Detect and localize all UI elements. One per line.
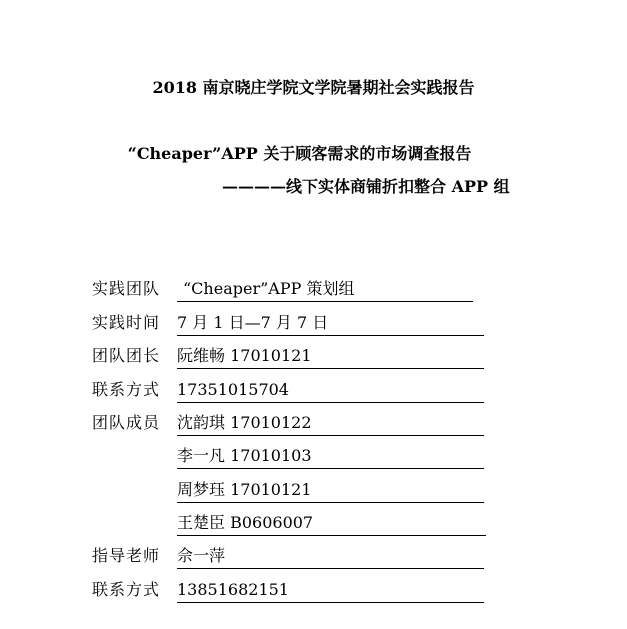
field-value: 阮维畅 17010121 [177, 346, 312, 365]
field-value: “Cheaper”APP 策划组 [183, 279, 355, 298]
field-value: 佘一萍 [177, 546, 226, 565]
field-label: 实践时间 [92, 313, 161, 332]
field-row-member-3 [0, 475, 627, 505]
underline [177, 468, 484, 469]
underline [177, 402, 484, 403]
underline [177, 301, 473, 302]
underline [177, 568, 484, 569]
field-label: 联系方式 [92, 580, 161, 599]
field-row-member-4 [0, 508, 627, 538]
field-label: 实践团队 [92, 279, 161, 298]
field-row-advisor-contact [0, 575, 627, 605]
underline [177, 535, 486, 536]
field-label: 联系方式 [92, 380, 161, 399]
report-subtitle: ————线下实体商铺折扣整合 APP 组 [222, 177, 510, 196]
field-label: 团队团长 [92, 346, 161, 365]
underline [177, 602, 484, 603]
field-value: 王楚臣 B0606007 [177, 513, 314, 532]
underline [177, 368, 484, 369]
field-value: 13851682151 [177, 580, 289, 599]
field-value: 李一凡 17010103 [177, 446, 312, 465]
field-value: 沈韵琪 17010122 [177, 413, 312, 432]
field-value: 周梦珏 17010121 [177, 480, 312, 499]
field-row-advisor [0, 541, 627, 571]
report-title: “Cheaper”APP 关于顾客需求的市场调查报告 [127, 144, 472, 163]
underline [177, 502, 484, 503]
underline [177, 435, 484, 436]
field-row-member-2 [0, 441, 627, 471]
field-value: 17351015704 [177, 380, 289, 399]
field-row-members [0, 408, 627, 438]
field-row-team [0, 274, 627, 304]
field-row-leader [0, 341, 627, 371]
report-series-title: 2018 南京晓庄学院文学院暑期社会实践报告 [152, 78, 475, 97]
field-value: 7 月 1 日—7 月 7 日 [177, 313, 329, 332]
field-label: 指导老师 [92, 546, 161, 565]
field-row-time [0, 308, 627, 338]
field-label: 团队成员 [92, 413, 161, 432]
field-row-contact [0, 375, 627, 405]
underline [177, 335, 484, 336]
